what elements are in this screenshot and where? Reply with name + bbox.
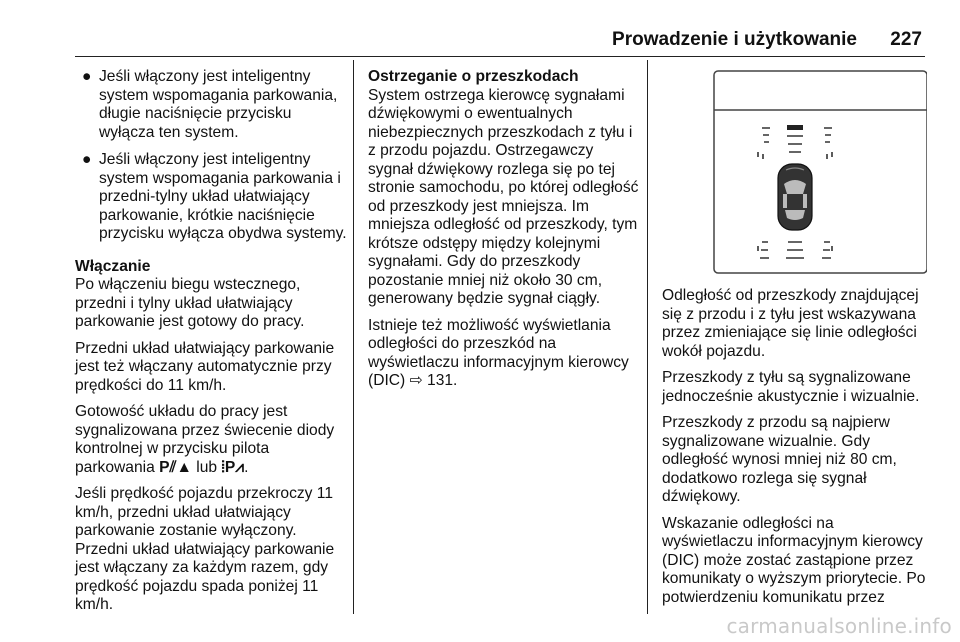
parking-distance-display-icon (662, 70, 927, 278)
period-text: . (244, 458, 249, 476)
header-rule (75, 56, 925, 57)
bullet-text: Jeśli włączony jest inteligentny system wspomagania parkowania, długie naciśnięcie przycisku wyłącza ten system. (99, 68, 338, 141)
page-reference: 131. (427, 372, 458, 389)
list-item (75, 151, 349, 244)
paragraph: Przeszkody z przodu są najpierw sygnalizowane wizualnie. Gdy odległość wynosi mniej niż 80 cm, dodatkowo rozlega się sygnał dźwiękowy. (662, 414, 897, 505)
paragraph-text: Istnieje też możliwość wyświetlania odległości do przeszkód na wyświetlaczu informacyjnym kierowcy (DIC) (368, 316, 629, 389)
paragraph: Jeśli prędkość pojazdu przekroczy 11 km/h, przedni układ ułatwiający parkowanie zostanie wyłączony. Przedni układ ułatwiający parkowanie jest włączany za każdym razem, gdy prędkość pojazdu spada poniżej 11 km/h. (75, 485, 335, 613)
paragraph: Wskazanie odległości na wyświetlaczu informacyjnym kierowcy (DIC) może zostać zastąpione przez komunikaty o wyższym priorytecie. Po potwierdzeniu komunikatu przez (662, 514, 926, 606)
conjunction-text: lub (196, 458, 218, 476)
list-item (75, 68, 349, 142)
paragraph: Po włączeniu biegu wstecznego, przedni i tylny układ ułatwiający parkowanie jest gotowy do pracy. (75, 276, 305, 330)
bullet-icon: ● (82, 68, 92, 85)
arrow-reference-icon: ⇨ (409, 372, 423, 389)
paragraph: Odległość od przeszkody znajdującej się z przodu i z tyłu jest wskazywana przez zmieniające się linie odległości wokół pojazdu. (662, 287, 919, 360)
bullet-text: Jeśli włączony jest inteligentny system wspomagania parkowania i przedni-tylny układ ułatwiający parkowanie, krótkie naciśnięcie przycisku wyłącza obydwa systemy. (99, 151, 347, 242)
page-header (0, 0, 960, 58)
paragraph: System ostrzega kierowcę sygnałami dźwiękowymi o ewentualnych niebezpiecznych przeszkodach z tyłu i z przodu pojazdu. Ostrzegawczy sygnał dźwiękowy rozlega się po tej stronie samochodu, po której odległość od przeszkody jest mniejsza. Im mniejsza odległość od przeszkody, tym krótsze odstępy między kolejnymi sygnałami. Gdy do przeszkody pozostanie mniej niż około 30 cm, generowany będzie sygnał ciągły. (368, 86, 639, 307)
column-divider (353, 60, 354, 614)
page-number: 227 (890, 29, 922, 50)
paragraph (368, 317, 642, 391)
column-left (75, 60, 349, 623)
paragraph (75, 403, 349, 477)
column-divider (647, 60, 648, 614)
section-heading: Włączanie (75, 257, 151, 275)
column-middle (368, 60, 642, 399)
section-heading: Ostrzeganie o przeszkodach (368, 68, 579, 85)
bullet-icon: ● (82, 151, 92, 168)
park-pilot-icon: P⫽▲ (159, 458, 192, 476)
paragraph-text: Gotowość układu do pracy jest sygnalizowana przez świecenie diody kontrolnej w przycisku pilota parkowania (75, 403, 335, 476)
paragraph: Przeszkody z tyłu są sygnalizowane jednocześnie akustycznie i wizualnie. (662, 369, 920, 405)
paragraph: Przedni układ ułatwiający parkowanie jest też włączany automatycznie przy prędkości do 11 km/h. (75, 339, 335, 394)
header-title: Prowadzenie i użytkowanie (612, 29, 857, 50)
park-assist-icon: ⦙P⩘ (221, 458, 245, 476)
watermark: carmanualsonline.info (726, 614, 952, 638)
column-right (662, 287, 927, 615)
